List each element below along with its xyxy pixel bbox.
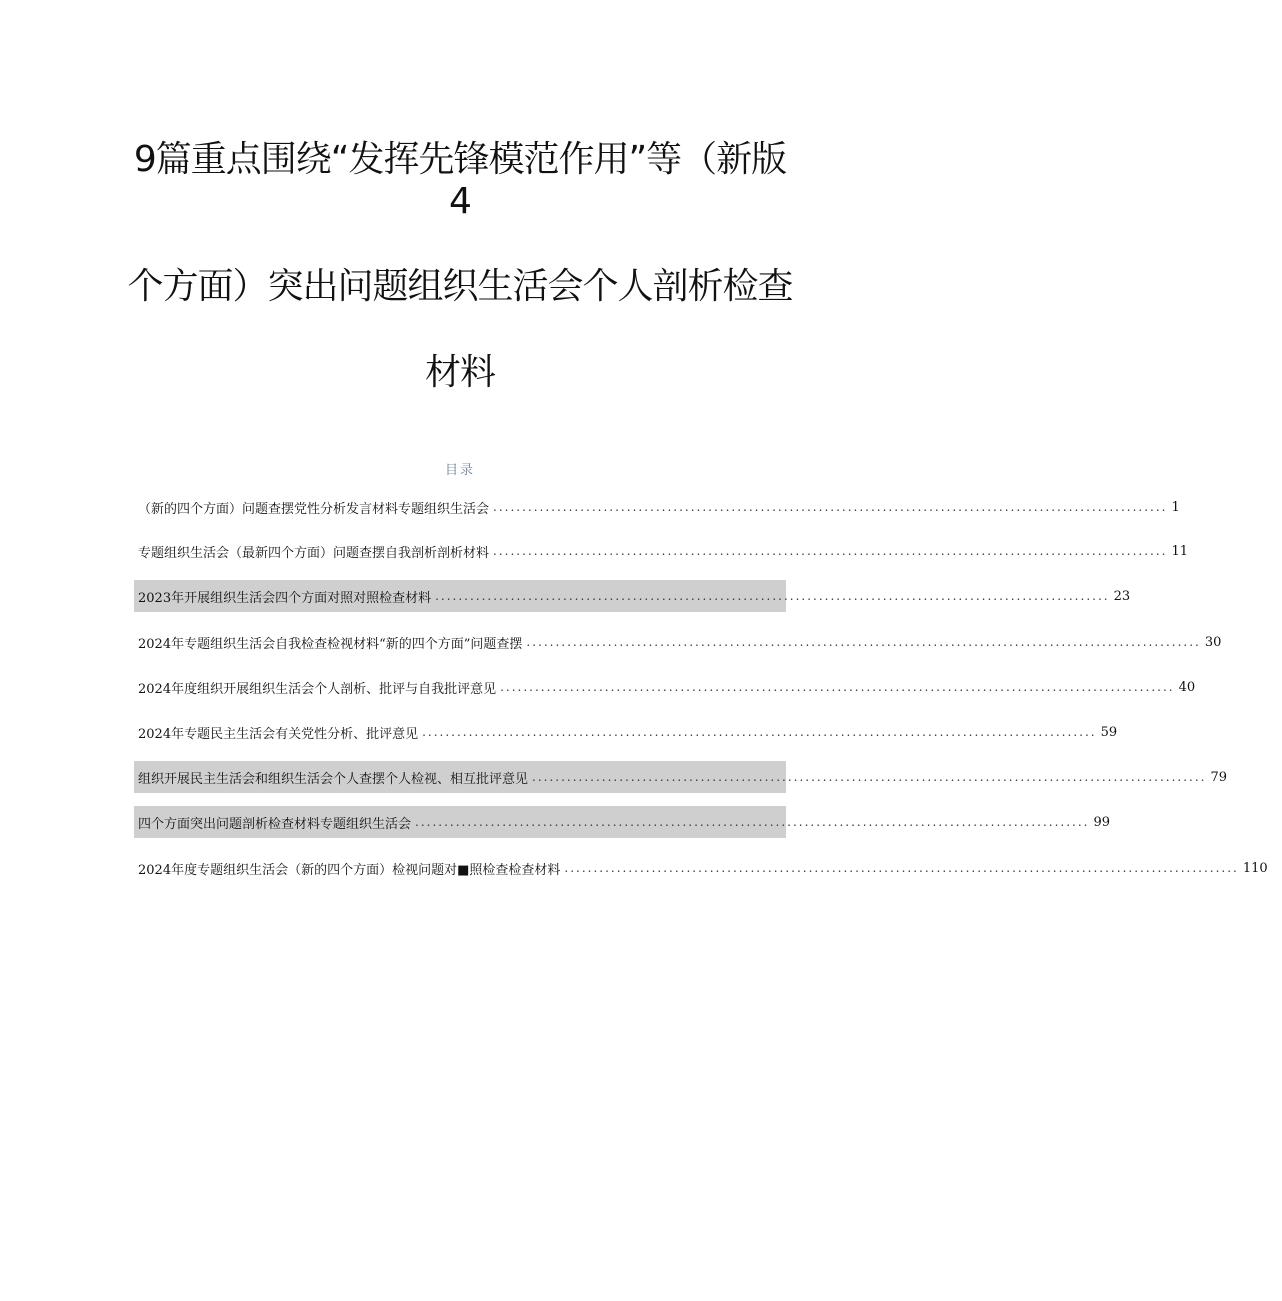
toc-entry[interactable] (134, 716, 1118, 748)
toc-entry[interactable] (134, 626, 1222, 658)
toc-entry-title: 组织开展民主生活会和组织生活会个人查摆个人检视、相互批评意见 (138, 771, 529, 787)
toc-leader-dots: .................................................................................................................... (564, 861, 1239, 875)
document-title-line-2: 4 (449, 181, 471, 222)
toc-entry[interactable] (134, 671, 1196, 703)
toc-entry-page-number: 59 (1100, 724, 1118, 740)
toc-entry-page-number: 23 (1113, 588, 1131, 604)
toc-entry[interactable] (134, 491, 1180, 523)
toc-leader-dots: .................................................................................................................... (493, 500, 1168, 514)
toc-entry-page-number: 1 (1171, 499, 1180, 515)
toc-leader-dots: .................................................................................................................... (435, 589, 1110, 603)
toc-entry-page-number: 110 (1242, 860, 1268, 876)
toc-entry-title: （新的四个方面）问题查摆党性分析发言材料专题组织生活会 (138, 501, 490, 517)
toc-entry-page-number: 79 (1210, 769, 1228, 785)
toc-entry-page-number: 30 (1204, 634, 1222, 650)
toc-entry[interactable] (134, 580, 1131, 612)
toc-entry[interactable] (134, 806, 1111, 838)
document-title-line-1: 9篇重点围绕“发挥先锋模范作用”等（新版 (133, 139, 787, 180)
toc-entry-title: 2024年专题组织生活会自我检查检视材料“新的四个方面”问题查摆 (138, 636, 523, 652)
toc-leader-dots: .................................................................................................................... (415, 815, 1090, 829)
toc-entry[interactable] (134, 852, 1268, 884)
toc-leader-dots: .................................................................................................................... (422, 725, 1097, 739)
toc-entry-page-number: 11 (1171, 543, 1189, 559)
document-title-line-4: 材料 (424, 352, 495, 393)
toc-entry-title: 2023年开展组织生活会四个方面对照对照检查材料 (138, 590, 432, 606)
toc-leader-dots: .................................................................................................................... (532, 770, 1207, 784)
toc-entry-title: 2024年专题民主生活会有关党性分析、批评意见 (138, 726, 419, 742)
toc-entry-title: 2024年度组织开展组织生活会个人剖析、批评与自我批评意见 (138, 681, 497, 697)
toc-entry-page-number: 40 (1178, 679, 1196, 695)
toc-entry-title: 四个方面突出问题剖析检查材料专题组织生活会 (138, 816, 412, 832)
toc-entry[interactable] (134, 761, 1228, 793)
toc-leader-dots: .................................................................................................................... (526, 635, 1201, 649)
toc-heading: 目录 (444, 463, 475, 478)
toc-leader-dots: .................................................................................................................... (500, 680, 1175, 694)
document-title-line-3: 个方面）突出问题组织生活会个人剖析检查 (127, 266, 793, 307)
toc-leader-dots: .................................................................................................................... (493, 544, 1168, 558)
toc-entry-page-number: 99 (1093, 814, 1111, 830)
toc-entry-title: 2024年度专题组织生活会（新的四个方面）检视问题对■照检查检查材料 (138, 862, 561, 878)
toc-entry-title: 专题组织生活会（最新四个方面）问题查摆自我剖析剖析材料 (138, 545, 490, 561)
toc-entry[interactable] (134, 535, 1189, 567)
